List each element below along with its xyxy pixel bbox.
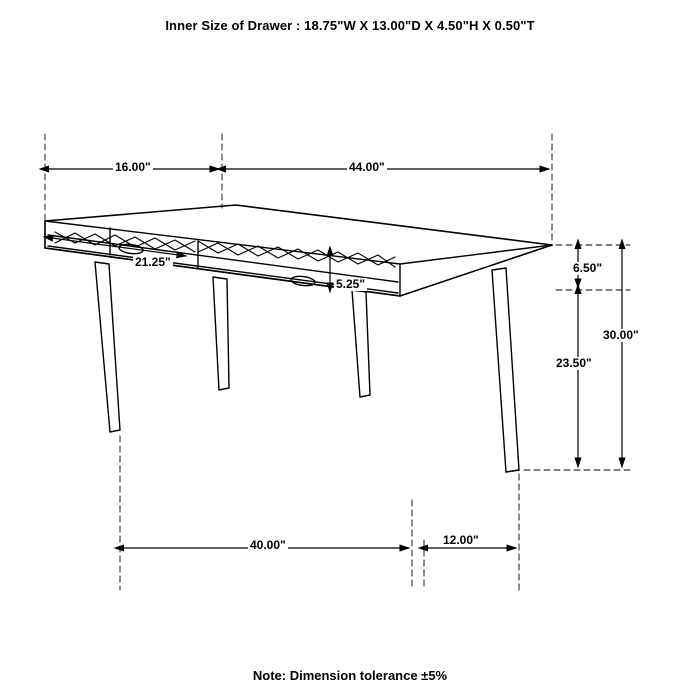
dimension-label-leg-span-front: 40.00" [250, 538, 286, 552]
dimension-label-leg-span-side: 12.00" [443, 533, 479, 547]
dimension-label-apron-height: 6.50" [573, 261, 603, 275]
tolerance-note: Note: Dimension tolerance ±5% [252, 668, 448, 683]
dimension-label-drawer-width: 21.25" [135, 255, 171, 269]
dimension-label-seat-height: 23.50" [556, 356, 592, 370]
dimension-label-top-right-span: 44.00" [349, 160, 385, 174]
dimension-label-drawer-height: 5.25" [336, 277, 366, 291]
dimension-label-top-left-span: 16.00" [115, 160, 151, 174]
page-title: Inner Size of Drawer : 18.75"W X 13.00"D X 4.50"H X 0.50"T [165, 18, 535, 33]
dimension-label-overall-height: 30.00" [603, 328, 639, 342]
